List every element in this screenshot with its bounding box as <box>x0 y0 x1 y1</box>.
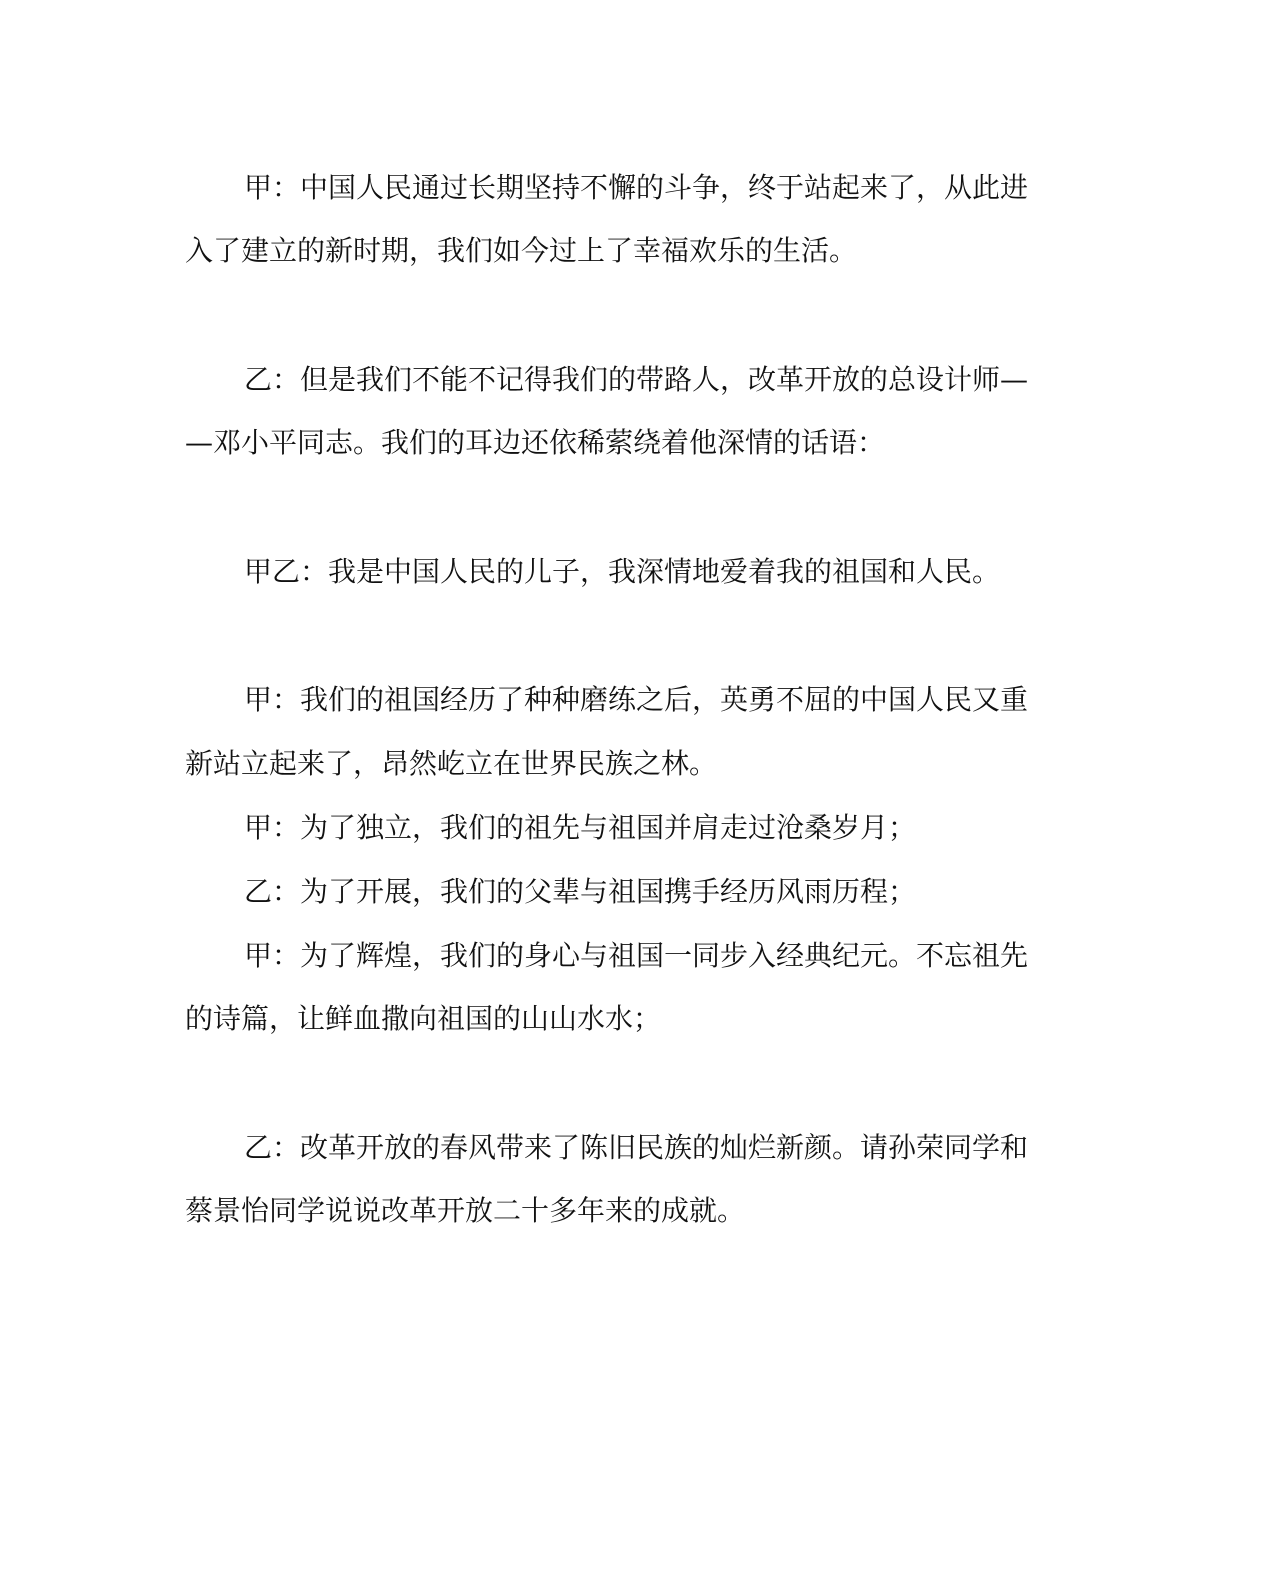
paragraph-8-line-1: 乙：改革开放的春风带来了陈旧民族的灿烂新颜。请孙荣同学和 <box>244 1131 1029 1164</box>
paragraph-4-line-2: 新站立起来了，昂然屹立在世界民族之林。 <box>185 747 718 780</box>
paragraph-2-line-1: 乙：但是我们不能不记得我们的带路人，改革开放的总设计师— <box>244 363 1029 396</box>
paragraph-7-line-2: 的诗篇，让鲜血撒向祖国的山山水水； <box>185 1002 662 1035</box>
paragraph-1-line-2: 入了建立的新时期，我们如今过上了幸福欢乐的生活。 <box>185 234 858 267</box>
paragraph-2-line-2: —邓小平同志。我们的耳边还依稀萦绕着他深情的话语： <box>185 426 886 459</box>
paragraph-1-line-1: 甲：中国人民通过长期坚持不懈的斗争，终于站起来了，从此进 <box>244 171 1029 204</box>
paragraph-8-line-2: 蔡景怡同学说说改革开放二十多年来的成就。 <box>185 1194 746 1227</box>
paragraph-5-line-1: 甲：为了独立，我们的祖先与祖国并肩走过沧桑岁月； <box>244 811 917 844</box>
paragraph-6-line-1: 乙：为了开展，我们的父辈与祖国携手经历风雨历程； <box>244 875 917 908</box>
paragraph-7-line-1: 甲：为了辉煌，我们的身心与祖国一同步入经典纪元。不忘祖先 <box>244 939 1029 972</box>
paragraph-4-line-1: 甲：我们的祖国经历了种种磨练之后，英勇不屈的中国人民又重 <box>244 683 1029 716</box>
paragraph-3-line-1: 甲乙：我是中国人民的儿子，我深情地爱着我的祖国和人民。 <box>244 555 1001 588</box>
